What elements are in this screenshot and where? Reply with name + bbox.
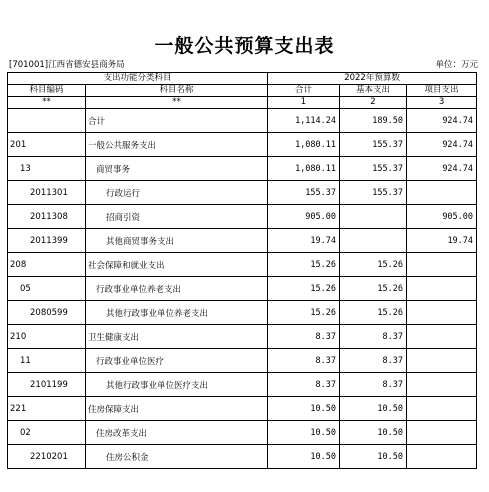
- cell-code: 2011301: [8, 181, 86, 205]
- cell-code: 2210201: [8, 445, 86, 469]
- table-row: [8, 157, 477, 181]
- unit-label: 单位：万元: [435, 60, 478, 70]
- cell-name: 住房公积金: [86, 445, 268, 469]
- cell-code: 2101199: [8, 373, 86, 397]
- cell-total: 8.37: [268, 325, 340, 349]
- header-row-groups: [8, 73, 477, 85]
- cell-basic: 8.37: [340, 325, 407, 349]
- cell-code: 2080599: [8, 301, 86, 325]
- table-row: [8, 397, 477, 421]
- cell-name: 其他行政事业单位养老支出: [86, 301, 268, 325]
- cell-project: [407, 421, 477, 445]
- cell-total: 905.00: [268, 205, 340, 229]
- cell-name: 住房改革支出: [86, 421, 268, 445]
- cell-project: [407, 397, 477, 421]
- cell-basic: 10.50: [340, 397, 407, 421]
- cell-project: 924.74: [407, 133, 477, 157]
- cell-code: 2011308: [8, 205, 86, 229]
- cell-name: 合计: [86, 109, 268, 133]
- org-label: [701001]江西省德安县商务局: [9, 60, 125, 70]
- cell-name: 其他商贸事务支出: [86, 229, 268, 253]
- cell-basic: 155.37: [340, 181, 407, 205]
- cell-name: 其他行政事业单位医疗支出: [86, 373, 268, 397]
- cell-basic: 15.26: [340, 277, 407, 301]
- header-code: 科目编码: [8, 85, 86, 97]
- cell-project: [407, 301, 477, 325]
- header-basic: 基本支出: [340, 85, 407, 97]
- cell-name: 住房保障支出: [86, 397, 268, 421]
- cell-project: 924.74: [407, 157, 477, 181]
- header-year-group: 2022年预算数: [268, 73, 477, 85]
- cell-total: 1,080.11: [268, 133, 340, 157]
- cell-basic: 8.37: [340, 373, 407, 397]
- table-row: [8, 253, 477, 277]
- table-row: [8, 133, 477, 157]
- cell-project: [407, 325, 477, 349]
- cell-basic: 8.37: [340, 349, 407, 373]
- cell-total: 10.50: [268, 397, 340, 421]
- table-row: [8, 301, 477, 325]
- table-row: [8, 109, 477, 133]
- cell-name: 卫生健康支出: [86, 325, 268, 349]
- header-row-columns: [8, 85, 477, 97]
- cell-total: 19.74: [268, 229, 340, 253]
- cell-total: 1,114.24: [268, 109, 340, 133]
- header-project: 项目支出: [407, 85, 477, 97]
- cell-total: 10.50: [268, 421, 340, 445]
- cell-code: 11: [8, 349, 86, 373]
- header-row-index: [8, 97, 477, 109]
- header-func-group: 支出功能分类科目: [8, 73, 268, 85]
- cell-total: 15.26: [268, 253, 340, 277]
- index-3: 3: [407, 97, 477, 109]
- table-row: [8, 277, 477, 301]
- cell-code: 201: [8, 133, 86, 157]
- cell-project: [407, 181, 477, 205]
- cell-basic: [340, 205, 407, 229]
- cell-code: [8, 109, 86, 133]
- index-2: 2: [340, 97, 407, 109]
- cell-code: 221: [8, 397, 86, 421]
- cell-basic: 155.37: [340, 133, 407, 157]
- table-row: [8, 349, 477, 373]
- cell-code: 208: [8, 253, 86, 277]
- cell-name: 行政事业单位养老支出: [86, 277, 268, 301]
- table-row: [8, 445, 477, 469]
- cell-basic: 10.50: [340, 421, 407, 445]
- cell-name: 招商引资: [86, 205, 268, 229]
- index-1: 1: [268, 97, 340, 109]
- index-code: **: [8, 97, 86, 109]
- cell-code: 05: [8, 277, 86, 301]
- cell-total: 15.26: [268, 277, 340, 301]
- cell-project: [407, 277, 477, 301]
- cell-code: 02: [8, 421, 86, 445]
- table-row: [8, 229, 477, 253]
- cell-total: 155.37: [268, 181, 340, 205]
- cell-name: 商贸事务: [86, 157, 268, 181]
- cell-total: 15.26: [268, 301, 340, 325]
- cell-code: 13: [8, 157, 86, 181]
- cell-project: [407, 445, 477, 469]
- cell-name: 行政事业单位医疗: [86, 349, 268, 373]
- cell-basic: [340, 229, 407, 253]
- cell-name: 社会保障和就业支出: [86, 253, 268, 277]
- cell-basic: 155.37: [340, 157, 407, 181]
- table-row: [8, 181, 477, 205]
- cell-project: 924.74: [407, 109, 477, 133]
- cell-basic: 10.50: [340, 445, 407, 469]
- table-row: [8, 205, 477, 229]
- page-title: 一般公共预算支出表: [154, 35, 335, 57]
- cell-code: 210: [8, 325, 86, 349]
- cell-name: 行政运行: [86, 181, 268, 205]
- budget-table: [7, 72, 477, 469]
- cell-project: 905.00: [407, 205, 477, 229]
- cell-project: 19.74: [407, 229, 477, 253]
- cell-basic: 189.50: [340, 109, 407, 133]
- cell-project: [407, 253, 477, 277]
- cell-total: 8.37: [268, 373, 340, 397]
- cell-name: 一般公共服务支出: [86, 133, 268, 157]
- table-row: [8, 325, 477, 349]
- table-row: [8, 373, 477, 397]
- cell-basic: 15.26: [340, 253, 407, 277]
- header-total: 合计: [268, 85, 340, 97]
- cell-project: [407, 373, 477, 397]
- cell-total: 1,080.11: [268, 157, 340, 181]
- cell-project: [407, 349, 477, 373]
- cell-code: 2011399: [8, 229, 86, 253]
- table-row: [8, 421, 477, 445]
- index-name: **: [86, 97, 268, 109]
- subheader: [7, 57, 482, 70]
- cell-basic: 15.26: [340, 301, 407, 325]
- cell-total: 8.37: [268, 349, 340, 373]
- header-name: 科目名称: [86, 85, 268, 97]
- cell-total: 10.50: [268, 445, 340, 469]
